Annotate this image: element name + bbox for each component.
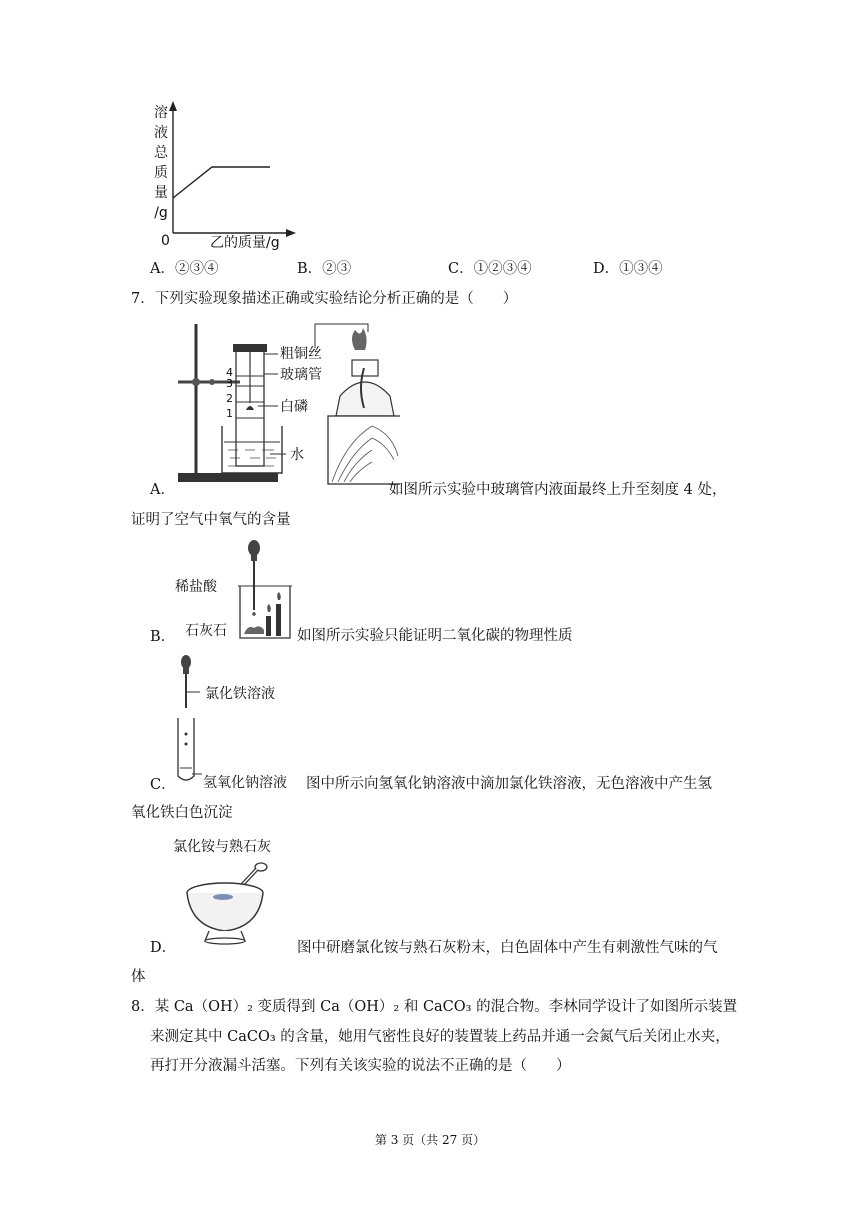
label-water: 水 bbox=[290, 447, 304, 463]
y-label-char: 质 bbox=[154, 165, 168, 181]
q7-a-text-cont: 证明了空气中氧气的含量 bbox=[131, 512, 291, 528]
y-label-char: 液 bbox=[154, 125, 168, 141]
q6-option-c bbox=[448, 259, 532, 279]
option-letter: D． bbox=[593, 261, 620, 277]
graph-x-label: 乙的质量/g bbox=[210, 235, 280, 251]
q7-a-letter: A． bbox=[150, 482, 175, 498]
q7-c-letter: C． bbox=[150, 777, 176, 793]
q8-line-1: 8．某 Ca（OH）₂ 变质得到 Ca（OH）₂ 和 CaCO₃ 的混合物。李林同学设计了如图所示装置 bbox=[131, 999, 738, 1015]
option-letter: C． bbox=[448, 261, 474, 277]
label-limestone: 石灰石 bbox=[185, 623, 227, 639]
co2-beaker-figure bbox=[232, 538, 297, 644]
y-label-char: 溶 bbox=[154, 105, 168, 121]
y-label-char: 量 bbox=[154, 185, 168, 201]
mortar-pestle-figure bbox=[183, 855, 273, 947]
label-glass-tube: 玻璃管 bbox=[280, 367, 322, 383]
graph-line bbox=[173, 167, 270, 198]
ferric-chloride-figure bbox=[170, 652, 210, 787]
label-naoh-solution: 氢氧化钠溶液 bbox=[203, 775, 287, 791]
y-label-char: /g bbox=[154, 205, 168, 221]
label-mortar-title: 氯化铵与熟石灰 bbox=[173, 839, 271, 855]
q7-d-text-cont: 体 bbox=[131, 969, 146, 985]
q8-line-2: 来测定其中 CaCO₃ 的含量，她用气密性良好的装置装上药品并通一会氮气后关闭止水夹， bbox=[150, 1029, 730, 1045]
q7-d-text: 图中研磨氯化铵与熟石灰粉末，白色固体中产生有刺激性气味的气 bbox=[297, 940, 718, 956]
scale-mark: 2 bbox=[226, 392, 233, 405]
option-letter: A． bbox=[150, 261, 175, 277]
q7-a-text: 如图所示实验中玻璃管内液面最终上升至刻度 4 处， bbox=[389, 482, 727, 498]
q8-line-3: 再打开分液漏斗活塞。下列有关该实验的说法不正确的是（ ） bbox=[150, 1058, 571, 1074]
graph-origin: 0 bbox=[161, 233, 170, 249]
option-text: ①③④ bbox=[619, 261, 663, 277]
label-dilute-hcl: 稀盐酸 bbox=[175, 579, 217, 595]
y-label-char: 总 bbox=[154, 145, 168, 161]
q6-option-d bbox=[593, 259, 663, 279]
q6-option-b bbox=[297, 259, 351, 279]
label-white-phosphorus: 白磷 bbox=[280, 399, 308, 415]
option-text: ①②③④ bbox=[473, 261, 532, 277]
q7-b-text: 如图所示实验只能证明二氧化碳的物理性质 bbox=[297, 628, 573, 644]
q6-option-a bbox=[150, 259, 218, 279]
graph-y-label bbox=[151, 103, 171, 223]
option-text: ②③④ bbox=[174, 261, 219, 277]
option-text: ②③ bbox=[322, 261, 352, 277]
q7-c-text: 图中所示向氢氧化钠溶液中滴加氯化铁溶液，无色溶液中产生氢 bbox=[306, 776, 712, 792]
scale-mark: 3 bbox=[226, 377, 233, 390]
q7-b-letter: B． bbox=[150, 629, 176, 645]
option-letter: B． bbox=[297, 261, 323, 277]
label-copper-wire: 粗铜丝 bbox=[280, 346, 322, 362]
q7-c-text-cont: 氧化铁白色沉淀 bbox=[131, 805, 233, 821]
q7-d-letter: D． bbox=[150, 940, 177, 956]
page-footer: 第 3 页（共 27 页） bbox=[374, 1133, 486, 1147]
label-fecl3-solution: 氯化铁溶液 bbox=[205, 686, 275, 702]
scale-mark: 4 bbox=[226, 366, 233, 379]
scale-mark: 1 bbox=[226, 407, 233, 420]
tube-scale bbox=[226, 367, 233, 419]
q7-stem: 7．下列实验现象描述正确或实验结论分析正确的是（ ） bbox=[131, 291, 518, 307]
